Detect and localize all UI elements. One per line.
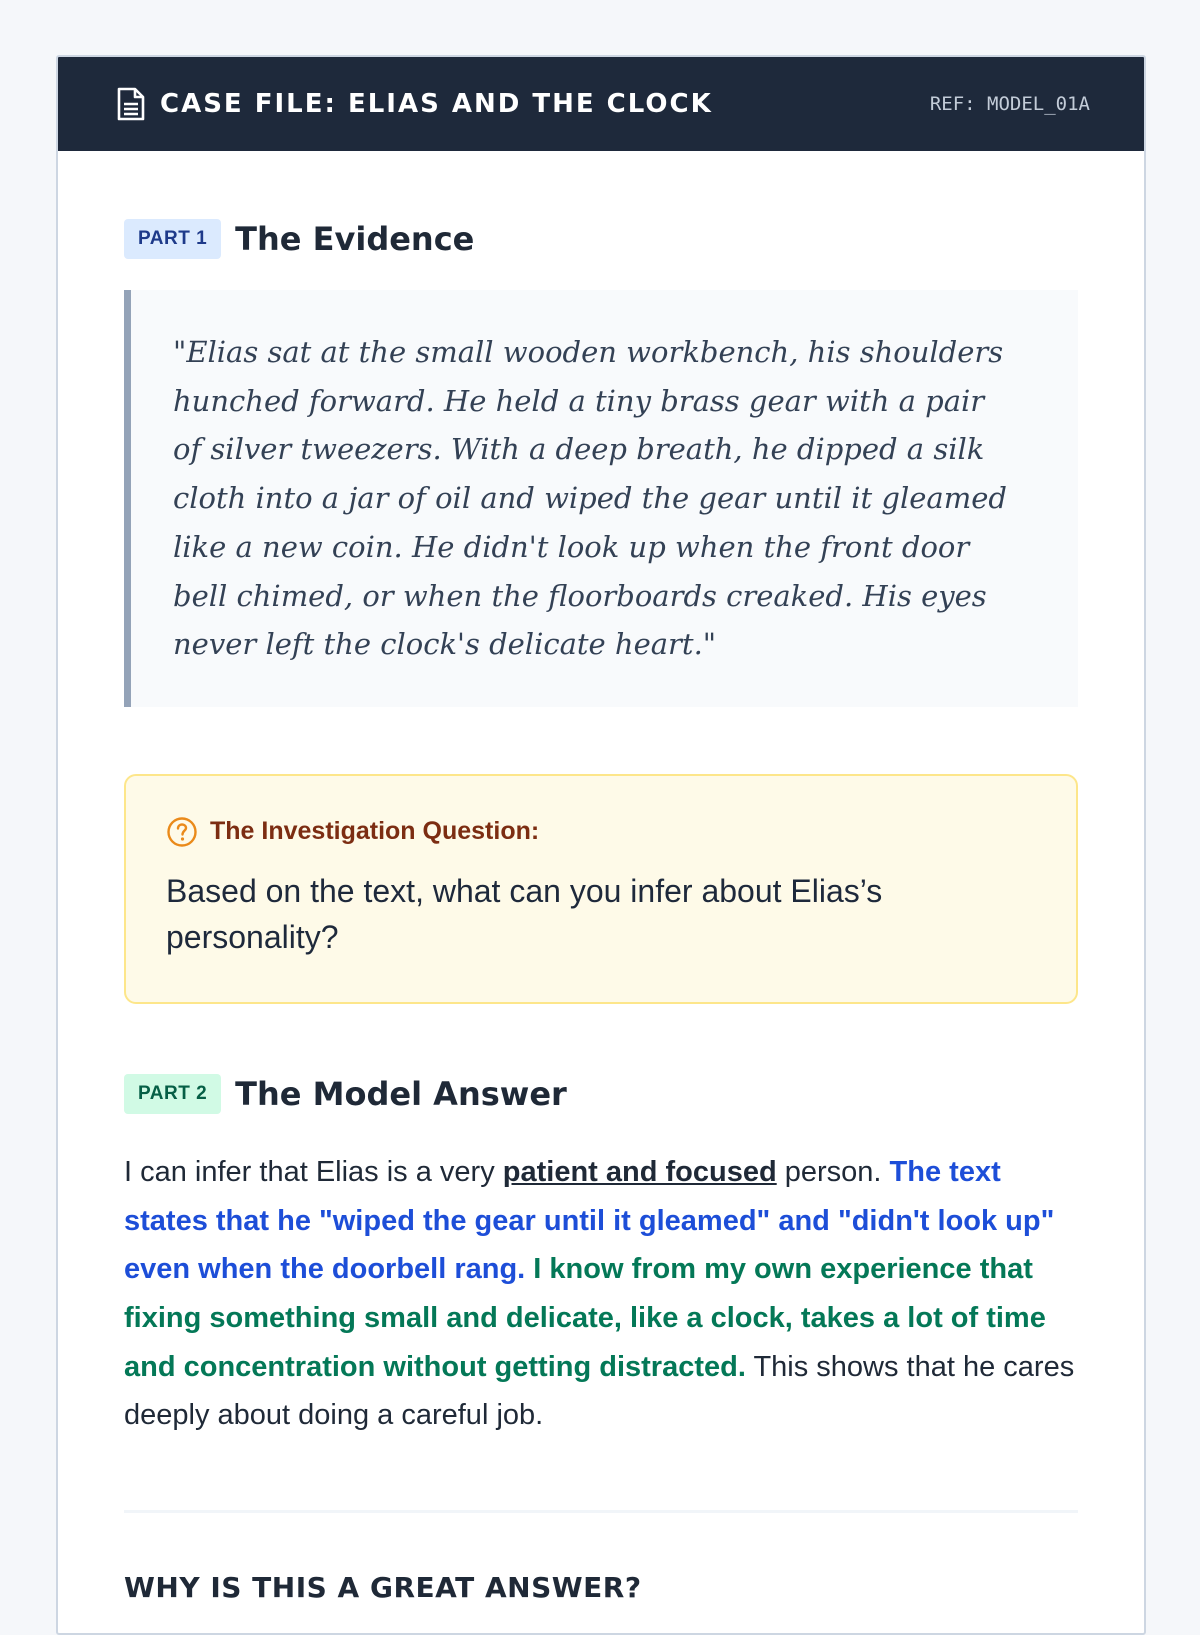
question-text: Based on the text, what can you infer about Elias’s personality? (166, 872, 883, 955)
part2-title: The Model Answer (235, 1074, 567, 1113)
document-icon (116, 87, 146, 121)
answer-keyword: patient and focused (502, 1155, 777, 1188)
evidence-text: "Elias sat at the small wooden workbench, his shoulders hunched forward. He held a tiny brass gear with a pair of silver tweezers. With a deep breath, he dipped a silk cloth into a jar of oil and wiped the gear until it gleamed like a new coin. He didn't look up when the front door bell chimed, or when the floorboards creaked. His eyes never left the clock's delicate heart." (173, 335, 1007, 662)
investigation-question-box (124, 774, 1078, 1004)
case-file-card (56, 55, 1146, 1635)
answer-text-evidence: The text states that he "wiped the gear until it gleamed" and "didn't look up" even when the doorbell rang. (124, 1155, 1055, 1286)
question-circle-icon (166, 816, 198, 848)
case-file-header (58, 57, 1144, 151)
case-file-content (58, 151, 1144, 1604)
question-heading (166, 816, 1036, 848)
answer-claim: I can infer that Elias is a very (124, 1155, 503, 1188)
part1-heading (124, 219, 1078, 259)
header-title-group (116, 87, 713, 121)
evidence-passage (124, 290, 1078, 707)
why-great-answer-heading: WHY IS THIS A GREAT ANSWER? (124, 1571, 642, 1605)
part2-heading (124, 1074, 1078, 1114)
answer-conclusion: This shows that he cares deeply about doing a careful job. (124, 1350, 1075, 1432)
model-answer (124, 1148, 1078, 1440)
answer-background-knowledge: I know from my own experience that fixing something small and delicate, like a clock, takes a lot of time and concentration without getting distracted. (124, 1253, 1046, 1383)
part2-badge: PART 2 (124, 1074, 221, 1114)
case-file-title: CASE FILE: ELIAS AND THE CLOCK (160, 89, 713, 119)
answer-claim-end: person. (776, 1155, 890, 1188)
question-label: The Investigation Question: (210, 817, 540, 846)
part1-title: The Evidence (235, 220, 475, 258)
section-divider (124, 1510, 1078, 1513)
reference-code: REF: MODEL_01A (929, 93, 1090, 115)
part1-badge: PART 1 (124, 219, 221, 259)
